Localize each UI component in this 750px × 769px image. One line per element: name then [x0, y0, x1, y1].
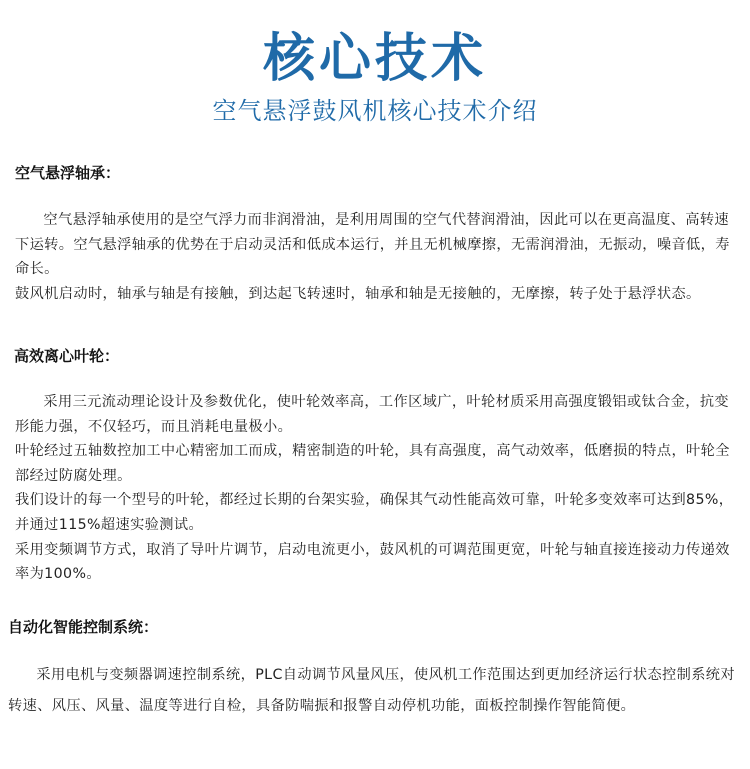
- section-body-impeller: [15, 390, 735, 587]
- paragraph: 叶轮经过五轴数控加工中心精密加工而成，精密制造的叶轮，具有高强度，高气动效率，低磨损的特点，叶轮全部经过防腐处理。: [15, 443, 730, 484]
- section-heading-air-bearing: 空气悬浮轴承：: [15, 164, 121, 182]
- section-body-air-bearing: [15, 208, 735, 306]
- section-body-control-system: [8, 660, 743, 721]
- section-heading-impeller: 高效离心叶轮：: [14, 347, 120, 365]
- paragraph: 采用变频调节方式，取消了导叶片调节，启动电流更小，鼓风机的可调范围更宽，叶轮与轴直接连接动力传递效率为100%。: [15, 541, 730, 583]
- paragraph: 鼓风机启动时，轴承与轴是有接触，到达起飞转速时，轴承和轴是无接触的，无摩擦，转子处于悬浮状态。: [15, 285, 701, 302]
- paragraph: 采用电机与变频器调速控制系统，PLC自动调节风量风压，使风机工作范围达到更加经济运行状态控制系统对转速、风压、风量、温度等进行自检，具备防喘振和报警自动停机功能，面板控制操作智能简便。: [8, 667, 735, 714]
- page-title: 核心技术: [262, 29, 487, 89]
- page-subtitle: 空气悬浮鼓风机核心技术介绍: [212, 97, 538, 125]
- paragraph: 采用三元流动理论设计及参数优化，使叶轮效率高，工作区域广，叶轮材质采用高强度锻铝或钛合金，抗变形能力强，不仅轻巧，而且消耗电量极小。: [15, 394, 730, 435]
- section-heading-control-system: 自动化智能控制系统：: [8, 618, 159, 636]
- paragraph: 我们设计的每一个型号的叶轮，都经过长期的台架实验，确保其气动性能高效可靠，叶轮多变效率可达到85%，并通过115%超速实验测试。: [15, 492, 734, 533]
- paragraph: 空气悬浮轴承使用的是空气浮力而非润滑油，是利用周围的空气代替润滑油，因此可以在更高温度、高转速下运转。空气悬浮轴承的优势在于启动灵活和低成本运行，并且无机械摩擦，无需润滑油，无振动，噪音低，寿命长。: [15, 212, 730, 277]
